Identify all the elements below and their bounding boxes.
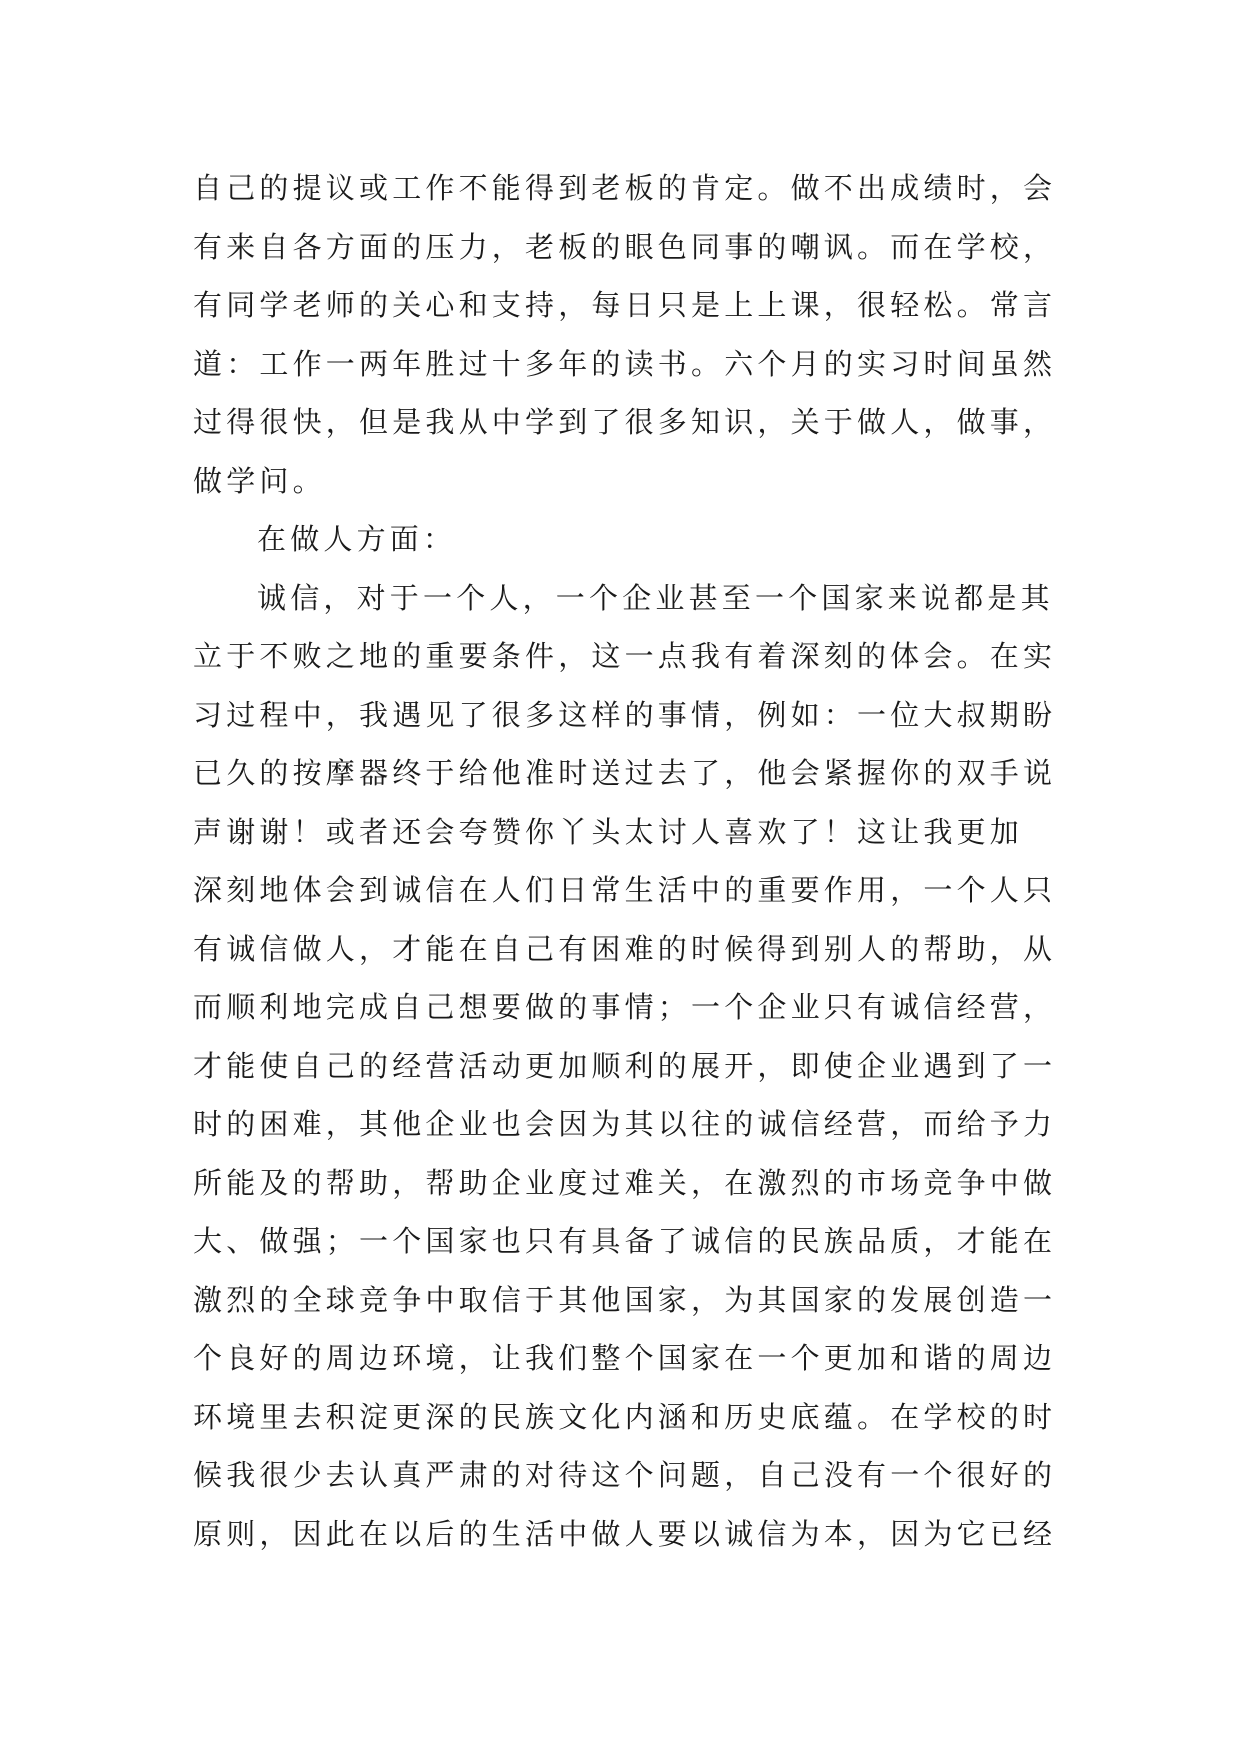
text-line: 过得很快，但是我从中学到了很多知识，关于做人，做事， (193, 405, 1057, 439)
text-line: 而顺利地完成自己想要做的事情；一个企业只有诚信经营， (193, 990, 1057, 1024)
text-line: 有同学老师的关心和支持，每日只是上上课，很轻松。常言 (193, 288, 1057, 322)
body-text (193, 159, 1073, 1563)
text-line: 大、做强；一个国家也只有具备了诚信的民族品质，才能在 (193, 1224, 1057, 1258)
text-line: 做学问。 (193, 463, 326, 498)
text-line: 有来自各方面的压力，老板的眼色同事的嘲讽。而在学校， (193, 229, 1057, 264)
text-line: 立于不败之地的重要条件，这一点我有着深刻的体会。在实 (193, 639, 1057, 673)
text-line: 有诚信做人，才能在自己有困难的时候得到别人的帮助，从 (193, 931, 1057, 966)
text-line: 原则，因此在以后的生活中做人要以诚信为本，因为它已经 (193, 1516, 1057, 1551)
text-line: 候我很少去认真严肃的对待这个问题，自己没有一个很好的 (193, 1458, 1057, 1492)
text-line: 激烈的全球竞争中取信于其他国家，为其国家的发展创造一 (193, 1282, 1057, 1317)
text-line: 才能使自己的经营活动更加顺利的展开，即使企业遇到了一 (193, 1048, 1057, 1083)
text-line: 道：工作一两年胜过十多年的读书。六个月的实习时间虽然 (193, 346, 1057, 381)
text-line: 深刻地体会到诚信在人们日常生活中的重要作用，一个人只 (193, 873, 1057, 907)
text-line: 所能及的帮助，帮助企业度过难关，在激烈的市场竞争中做 (193, 1165, 1057, 1200)
text-line: 已久的按摩器终于给他准时送过去了，他会紧握你的双手说 (193, 756, 1057, 790)
text-line: 自己的提议或工作不能得到老板的肯定。做不出成绩时，会 (193, 171, 1057, 205)
paragraph-first-line: 诚信，对于一个人，一个企业甚至一个国家来说都是其 (257, 580, 1054, 615)
section-heading: 在做人方面： (257, 522, 457, 556)
text-line: 时的困难，其他企业也会因为其以往的诚信经营，而给予力 (193, 1107, 1057, 1141)
text-line: 声谢谢！或者还会夸赞你丫头太讨人喜欢了！这让我更加 (193, 814, 1024, 849)
text-line: 环境里去积淀更深的民族文化内涵和历史底蕴。在学校的时 (193, 1399, 1057, 1434)
text-line: 个良好的周边环境，让我们整个国家在一个更加和谐的周边 (193, 1341, 1057, 1375)
text-line: 习过程中，我遇见了很多这样的事情，例如：一位大叔期盼 (193, 697, 1057, 732)
